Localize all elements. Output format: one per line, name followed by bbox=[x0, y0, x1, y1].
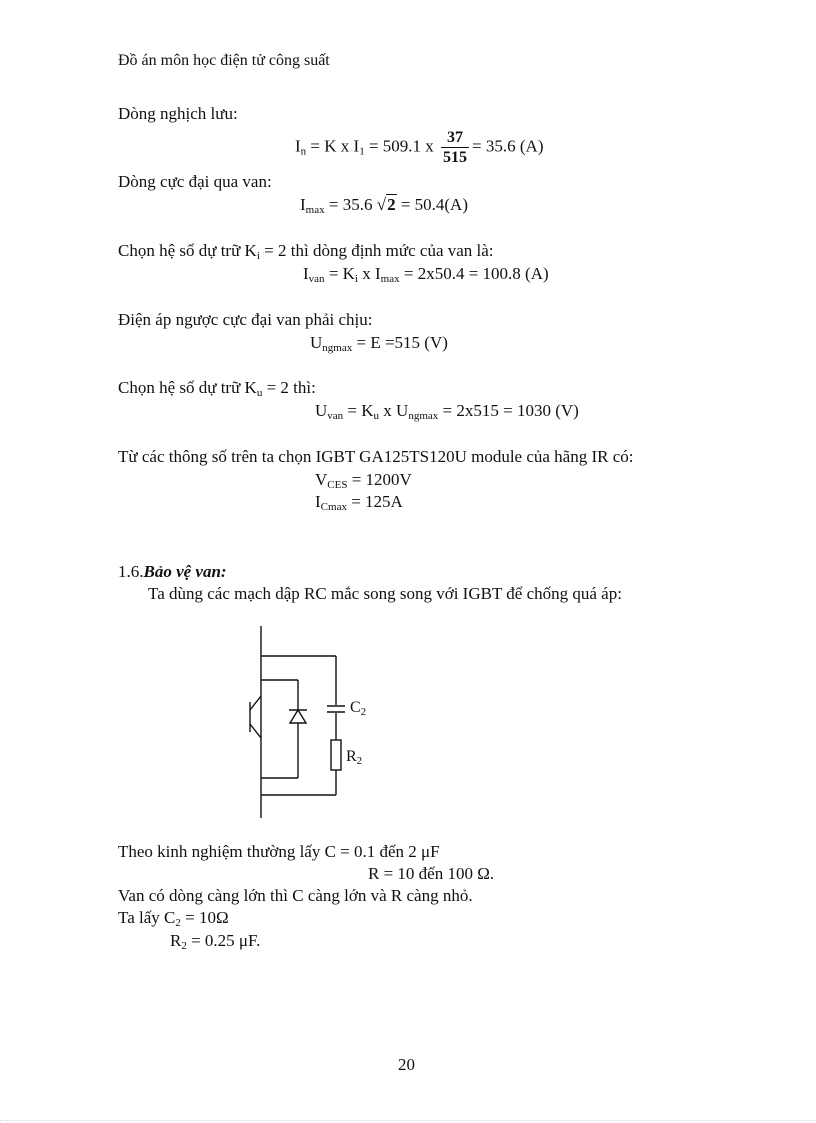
page-number: 20 bbox=[398, 1055, 415, 1074]
rated-current-heading: Chọn hệ số dự trữ $K_i = 2$ thì dòng định mức của van là: bbox=[118, 241, 494, 262]
section-intro: Ta dùng các mạch dập RC mắc song song với IGBT để chống quá áp: bbox=[148, 584, 622, 603]
rated-voltage-heading: Chọn hệ số dự trữ $K_u = 2$ thì: bbox=[118, 378, 316, 399]
note-chosen-r: $R_2 = 0.25$ μF. bbox=[170, 931, 261, 952]
rc-snubber-circuit bbox=[236, 622, 376, 822]
inverter-current-equation: $I_n = K$ x $I_1 = 509.1$ x $\frac{37}{515}$ = 35.6 (A) bbox=[295, 129, 544, 166]
capacitor-label: $C_2$ bbox=[350, 699, 367, 718]
igbt-collector-lead bbox=[250, 696, 261, 710]
sqrt-symbol: √2 bbox=[376, 195, 396, 214]
rated-current-equation: $I_{van} = K_i$ x $I_{max} = 2x50.4 = 100.8$ (A) bbox=[303, 264, 549, 285]
rated-voltage-equation: $U_{van} = K_u$ x $U_{ngmax} = 2x515 = 1030$ (V) bbox=[315, 401, 579, 422]
igbt-selection-text: Từ các thông số trên ta chọn IGBT GA125TS120U module của hãng IR có: bbox=[118, 447, 634, 466]
fraction-numerator: 37 bbox=[441, 128, 469, 148]
resistor-body bbox=[331, 740, 341, 770]
section-number: 1.6. bbox=[118, 562, 144, 581]
note-chosen-c: Ta lấy $C_2 = 10\Omega$ bbox=[118, 908, 229, 929]
max-current-heading: Dòng cực đại qua van: bbox=[118, 172, 272, 191]
circuit-diagram bbox=[236, 622, 376, 822]
section-heading bbox=[118, 562, 227, 582]
page-edge-divider bbox=[0, 1120, 816, 1121]
note-capacitance-range: Theo kinh nghiệm thường lấy C = 0.1 đến 2 μF bbox=[118, 842, 440, 861]
inverter-current-heading: Dòng nghịch lưu: bbox=[118, 104, 238, 123]
fraction bbox=[441, 128, 469, 167]
icmax-spec: $I_{Cmax} = 125A$ bbox=[315, 492, 403, 513]
fraction-denominator: 515 bbox=[443, 149, 468, 166]
diode-triangle bbox=[290, 710, 306, 723]
vces-spec: $V_{CES} = 1200V$ bbox=[315, 470, 412, 491]
reverse-voltage-equation: $U_{ngmax} = E =515$ (V) bbox=[310, 333, 448, 354]
page-header: Đồ án môn học điện tử công suất bbox=[118, 52, 330, 69]
igbt-emitter-lead bbox=[250, 724, 261, 738]
resistor-label: $R_2$ bbox=[346, 748, 363, 767]
reverse-voltage-heading: Điện áp ngược cực đại van phải chịu: bbox=[118, 310, 373, 329]
section-title: Bảo vệ van: bbox=[143, 562, 227, 581]
note-resistance-range: R = 10 đến 100 Ω. bbox=[368, 864, 495, 883]
note-rule: Van có dòng càng lớn thì C càng lớn và R càng nhỏ. bbox=[118, 886, 473, 905]
max-current-equation: $I_{max} = 35.6$ √2 = 50.4(A) bbox=[300, 195, 468, 216]
